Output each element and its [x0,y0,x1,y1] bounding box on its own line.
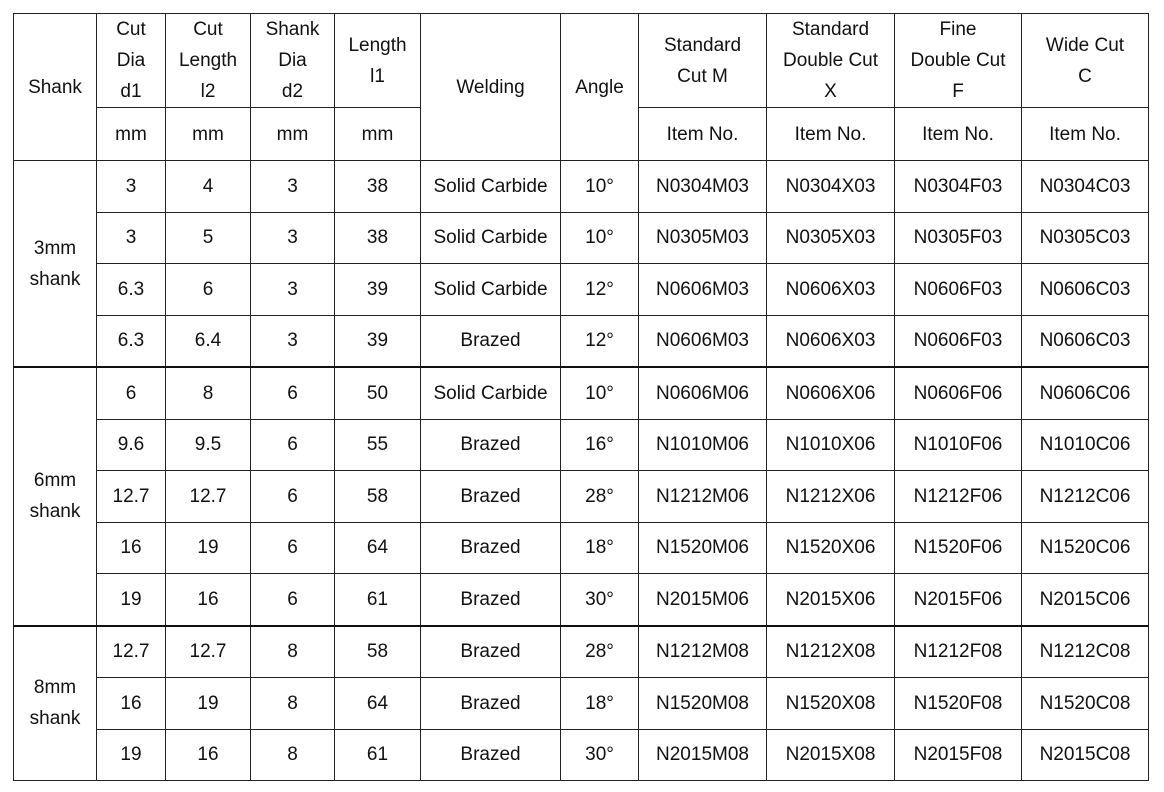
cell-cut-dia: 9.6 [97,419,166,471]
cell-item-wide-cut: N0606C06 [1022,367,1149,419]
cell-cut-dia: 6.3 [97,264,166,316]
header-cut-length-line: Cut [193,19,223,40]
cell-shank-dia: 6 [251,471,335,523]
shank-group-label-line: 3mm [33,237,77,259]
item-no-wide-cut: Item No. [1022,108,1149,161]
shank-group-label [14,161,97,368]
cell-length: 61 [335,574,421,626]
cell-item-wide-cut: N1212C06 [1022,471,1149,523]
cell-length: 61 [335,729,421,781]
header-fine-double-cut-line: F [952,81,964,102]
cell-angle: 28° [561,471,639,523]
cell-item-wide-cut: N2015C08 [1022,729,1149,781]
cell-item-standard-double-cut: N1010X06 [767,419,895,471]
shank-group-label-line: shank [29,501,81,523]
table-row [14,471,1149,523]
cell-welding: Brazed [421,626,561,678]
header-length-line: l1 [370,65,385,87]
cell-item-standard-double-cut: N1212X06 [767,471,895,523]
cell-length: 64 [335,522,421,574]
cell-length: 38 [335,161,421,213]
shank-group-label [14,626,97,781]
cell-item-standard-cut: N1010M06 [639,419,767,471]
unit-length: mm [335,108,421,161]
header-shank: Shank [14,14,97,161]
cell-angle: 12° [561,264,639,316]
cell-welding: Solid Carbide [421,161,561,213]
header-cut-length-line: Length [178,50,238,71]
cell-cut-length: 16 [166,574,251,626]
table-row [14,419,1149,471]
cell-shank-dia: 6 [251,419,335,471]
table-row [14,574,1149,626]
cell-angle: 12° [561,315,639,367]
cell-cut-length: 19 [166,522,251,574]
cell-item-fine-double-cut: N0304F03 [895,161,1022,213]
unit-cut-dia: mm [97,108,166,161]
header-standard-double-cut-line: Double Cut [782,50,879,71]
spec-table [13,13,1149,781]
cell-item-wide-cut: N0305C03 [1022,212,1149,264]
header-row-top [14,14,1149,108]
cell-length: 55 [335,419,421,471]
cell-length: 39 [335,315,421,367]
header-standard-cut-line: Cut M [677,65,728,87]
header-shank-dia-line: Shank [265,19,320,40]
cell-shank-dia: 8 [251,729,335,781]
cell-welding: Solid Carbide [421,212,561,264]
table-row [14,212,1149,264]
shank-group-label-line: shank [29,708,81,730]
cell-shank-dia: 6 [251,522,335,574]
cell-angle: 10° [561,161,639,213]
cell-cut-length: 16 [166,729,251,781]
cell-item-standard-cut: N0304M03 [639,161,767,213]
header-fine-double-cut [895,14,1022,108]
shank-group-label-line: 8mm [33,677,77,699]
cell-cut-length: 12.7 [166,471,251,523]
cell-shank-dia: 3 [251,264,335,316]
cell-cut-dia: 19 [97,574,166,626]
cell-cut-dia: 16 [97,678,166,730]
header-standard-double-cut-line: X [824,81,837,102]
unit-cut-length: mm [166,108,251,161]
header-standard-cut [639,14,767,108]
cell-shank-dia: 3 [251,161,335,213]
cell-angle: 18° [561,678,639,730]
cell-item-wide-cut: N1010C06 [1022,419,1149,471]
shank-group-label [14,367,97,626]
cell-angle: 30° [561,729,639,781]
cell-item-standard-double-cut: N0305X03 [767,212,895,264]
table-row [14,522,1149,574]
header-welding: Welding [421,14,561,161]
cell-angle: 30° [561,574,639,626]
header-length-line: Length [348,34,407,56]
cell-cut-dia: 19 [97,729,166,781]
header-shank-dia-line: d2 [281,81,304,102]
header-shank-dia-line: Dia [278,50,307,71]
cell-item-standard-double-cut: N1212X08 [767,626,895,678]
cell-cut-length: 19 [166,678,251,730]
table-row [14,367,1149,419]
cell-angle: 10° [561,367,639,419]
cell-item-fine-double-cut: N2015F08 [895,729,1022,781]
cell-welding: Brazed [421,678,561,730]
table-row [14,729,1149,781]
cell-welding: Brazed [421,522,561,574]
cell-cut-dia: 12.7 [97,471,166,523]
cell-angle: 16° [561,419,639,471]
header-wide-cut-line: Wide Cut [1045,34,1125,56]
cell-item-wide-cut: N0606C03 [1022,264,1149,316]
cell-item-standard-cut: N2015M08 [639,729,767,781]
shank-group-label-line: shank [29,268,81,290]
cell-item-wide-cut: N1520C06 [1022,522,1149,574]
header-cut-length-line: l2 [200,81,216,102]
cell-cut-length: 5 [166,212,251,264]
cell-cut-dia: 3 [97,161,166,213]
header-wide-cut-line: C [1078,65,1092,87]
cell-item-fine-double-cut: N2015F06 [895,574,1022,626]
table-body [14,161,1149,781]
cell-item-standard-cut: N0606M03 [639,315,767,367]
cell-welding: Brazed [421,574,561,626]
cell-angle: 18° [561,522,639,574]
cell-item-standard-cut: N0305M03 [639,212,767,264]
header-standard-double-cut-line: Standard [791,19,870,40]
cell-cut-dia: 6.3 [97,315,166,367]
unit-shank-dia: mm [251,108,335,161]
cell-cut-length: 9.5 [166,419,251,471]
cell-welding: Solid Carbide [421,264,561,316]
cell-item-wide-cut: N0606C03 [1022,315,1149,367]
cell-item-fine-double-cut: N0305F03 [895,212,1022,264]
cell-item-wide-cut: N1212C08 [1022,626,1149,678]
cell-cut-length: 12.7 [166,626,251,678]
cell-item-standard-cut: N1520M06 [639,522,767,574]
header-cut-dia [97,14,166,108]
header-shank-dia [251,14,335,108]
cell-item-standard-double-cut: N1520X08 [767,678,895,730]
cell-item-standard-double-cut: N2015X06 [767,574,895,626]
cell-item-standard-cut: N0606M06 [639,367,767,419]
cell-shank-dia: 3 [251,212,335,264]
cell-item-wide-cut: N1520C08 [1022,678,1149,730]
header-wide-cut [1022,14,1149,108]
cell-item-standard-double-cut: N0606X03 [767,264,895,316]
cell-cut-length: 4 [166,161,251,213]
cell-cut-length: 8 [166,367,251,419]
cell-cut-dia: 16 [97,522,166,574]
cell-length: 50 [335,367,421,419]
item-no-standard-double-cut: Item No. [767,108,895,161]
cell-item-fine-double-cut: N1520F06 [895,522,1022,574]
cell-item-fine-double-cut: N1212F08 [895,626,1022,678]
cell-length: 58 [335,626,421,678]
cell-cut-dia: 12.7 [97,626,166,678]
cell-item-fine-double-cut: N0606F03 [895,315,1022,367]
cell-shank-dia: 8 [251,678,335,730]
header-fine-double-cut-line: Double Cut [910,50,1006,71]
cell-shank-dia: 3 [251,315,335,367]
item-no-fine-double-cut: Item No. [895,108,1022,161]
cell-length: 64 [335,678,421,730]
cell-item-fine-double-cut: N1010F06 [895,419,1022,471]
cell-item-standard-double-cut: N2015X08 [767,729,895,781]
item-no-standard-cut: Item No. [639,108,767,161]
cell-cut-dia: 3 [97,212,166,264]
cell-item-standard-cut: N1520M08 [639,678,767,730]
cell-item-standard-cut: N0606M03 [639,264,767,316]
cell-item-wide-cut: N2015C06 [1022,574,1149,626]
cell-cut-length: 6 [166,264,251,316]
cell-angle: 28° [561,626,639,678]
header-cut-dia-line: Cut [116,19,146,40]
cell-welding: Solid Carbide [421,367,561,419]
header-fine-double-cut-line: Fine [939,19,977,40]
table-row [14,161,1149,213]
cell-cut-dia: 6 [97,367,166,419]
header-cut-length [166,14,251,108]
cell-item-fine-double-cut: N1212F06 [895,471,1022,523]
cell-item-standard-cut: N1212M06 [639,471,767,523]
cell-item-standard-double-cut: N0606X06 [767,367,895,419]
cell-item-standard-cut: N2015M06 [639,574,767,626]
cell-welding: Brazed [421,419,561,471]
cell-angle: 10° [561,212,639,264]
cell-welding: Brazed [421,471,561,523]
cell-cut-length: 6.4 [166,315,251,367]
cell-welding: Brazed [421,315,561,367]
cell-shank-dia: 6 [251,574,335,626]
cell-item-standard-cut: N1212M08 [639,626,767,678]
cell-item-fine-double-cut: N0606F06 [895,367,1022,419]
cell-item-fine-double-cut: N1520F08 [895,678,1022,730]
header-angle: Angle [561,14,639,161]
table-row [14,264,1149,316]
cell-shank-dia: 8 [251,626,335,678]
header-standard-cut-line: Standard [663,34,742,56]
cell-shank-dia: 6 [251,367,335,419]
cell-length: 39 [335,264,421,316]
table-row [14,315,1149,367]
table-row [14,626,1149,678]
header-cut-dia-line: Dia [116,50,146,71]
header-standard-double-cut [767,14,895,108]
cell-item-standard-double-cut: N0606X03 [767,315,895,367]
header-length [335,14,421,108]
cell-length: 38 [335,212,421,264]
table-row [14,678,1149,730]
cell-item-wide-cut: N0304C03 [1022,161,1149,213]
cell-length: 58 [335,471,421,523]
cell-item-fine-double-cut: N0606F03 [895,264,1022,316]
cell-item-standard-double-cut: N1520X06 [767,522,895,574]
cell-welding: Brazed [421,729,561,781]
shank-group-label-line: 6mm [33,470,77,492]
cell-item-standard-double-cut: N0304X03 [767,161,895,213]
header-cut-dia-line: d1 [120,81,142,102]
